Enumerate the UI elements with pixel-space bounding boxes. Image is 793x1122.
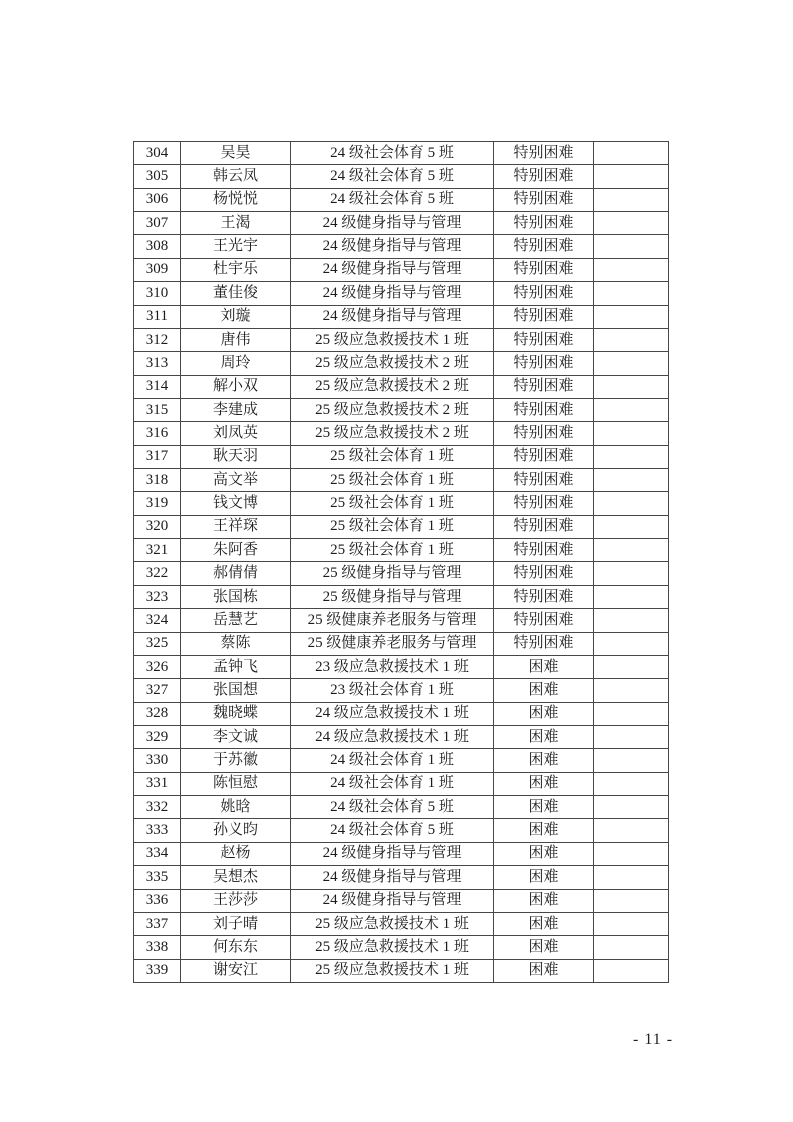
table-row bbox=[134, 912, 669, 935]
difficulty-level-cell: 困难 bbox=[494, 936, 594, 959]
class-name-cell: 23 级社会体育 1 班 bbox=[291, 679, 494, 702]
table-row bbox=[134, 422, 669, 445]
difficulty-level-cell: 困难 bbox=[494, 889, 594, 912]
row-number-cell: 319 bbox=[134, 492, 181, 515]
row-number-cell: 316 bbox=[134, 422, 181, 445]
student-name-cell: 董佳俊 bbox=[181, 282, 291, 305]
table-row bbox=[134, 352, 669, 375]
table-row bbox=[134, 165, 669, 188]
difficulty-level-cell: 特别困难 bbox=[494, 305, 594, 328]
difficulty-level-cell: 困难 bbox=[494, 772, 594, 795]
difficulty-level-cell: 特别困难 bbox=[494, 445, 594, 468]
remark-cell bbox=[594, 305, 669, 328]
table-row bbox=[134, 702, 669, 725]
row-number-cell: 327 bbox=[134, 679, 181, 702]
row-number-cell: 329 bbox=[134, 725, 181, 748]
difficulty-level-cell: 特别困难 bbox=[494, 282, 594, 305]
remark-cell bbox=[594, 469, 669, 492]
class-name-cell: 24 级社会体育 5 班 bbox=[291, 819, 494, 842]
table-row bbox=[134, 469, 669, 492]
difficulty-level-cell: 困难 bbox=[494, 749, 594, 772]
table-row bbox=[134, 959, 669, 982]
class-name-cell: 25 级健康养老服务与管理 bbox=[291, 632, 494, 655]
difficulty-level-cell: 特别困难 bbox=[494, 328, 594, 351]
difficulty-level-cell: 特别困难 bbox=[494, 539, 594, 562]
class-name-cell: 25 级应急救援技术 1 班 bbox=[291, 912, 494, 935]
difficulty-level-cell: 特别困难 bbox=[494, 235, 594, 258]
class-name-cell: 25 级应急救援技术 1 班 bbox=[291, 959, 494, 982]
class-name-cell: 25 级应急救援技术 1 班 bbox=[291, 328, 494, 351]
student-name-cell: 张国想 bbox=[181, 679, 291, 702]
difficulty-level-cell: 特别困难 bbox=[494, 609, 594, 632]
table-row bbox=[134, 258, 669, 281]
class-name-cell: 24 级社会体育 1 班 bbox=[291, 772, 494, 795]
class-name-cell: 24 级社会体育 5 班 bbox=[291, 142, 494, 165]
row-number-cell: 338 bbox=[134, 936, 181, 959]
row-number-cell: 328 bbox=[134, 702, 181, 725]
class-name-cell: 24 级社会体育 5 班 bbox=[291, 165, 494, 188]
table-row bbox=[134, 562, 669, 585]
row-number-cell: 315 bbox=[134, 398, 181, 421]
row-number-cell: 337 bbox=[134, 912, 181, 935]
class-name-cell: 25 级社会体育 1 班 bbox=[291, 445, 494, 468]
class-name-cell: 25 级应急救援技术 2 班 bbox=[291, 422, 494, 445]
remark-cell bbox=[594, 539, 669, 562]
table-row bbox=[134, 235, 669, 258]
difficulty-level-cell: 困难 bbox=[494, 796, 594, 819]
table-row bbox=[134, 142, 669, 165]
table-row bbox=[134, 188, 669, 211]
remark-cell bbox=[594, 445, 669, 468]
difficulty-level-cell: 特别困难 bbox=[494, 585, 594, 608]
table-row bbox=[134, 842, 669, 865]
student-name-cell: 孟钟飞 bbox=[181, 655, 291, 678]
class-name-cell: 23 级应急救援技术 1 班 bbox=[291, 655, 494, 678]
difficulty-level-cell: 困难 bbox=[494, 725, 594, 748]
student-name-cell: 蔡陈 bbox=[181, 632, 291, 655]
class-name-cell: 25 级社会体育 1 班 bbox=[291, 469, 494, 492]
class-name-cell: 24 级健身指导与管理 bbox=[291, 866, 494, 889]
table-row bbox=[134, 282, 669, 305]
table-row bbox=[134, 866, 669, 889]
row-number-cell: 321 bbox=[134, 539, 181, 562]
student-name-cell: 赵杨 bbox=[181, 842, 291, 865]
table-row bbox=[134, 212, 669, 235]
student-difficulty-table bbox=[133, 141, 669, 983]
table-row bbox=[134, 445, 669, 468]
row-number-cell: 323 bbox=[134, 585, 181, 608]
table-row bbox=[134, 492, 669, 515]
class-name-cell: 25 级社会体育 1 班 bbox=[291, 492, 494, 515]
student-name-cell: 钱文博 bbox=[181, 492, 291, 515]
student-name-cell: 韩云凤 bbox=[181, 165, 291, 188]
class-name-cell: 24 级健身指导与管理 bbox=[291, 305, 494, 328]
remark-cell bbox=[594, 702, 669, 725]
student-name-cell: 刘子晴 bbox=[181, 912, 291, 935]
table-row bbox=[134, 655, 669, 678]
class-name-cell: 24 级应急救援技术 1 班 bbox=[291, 725, 494, 748]
table-row bbox=[134, 539, 669, 562]
remark-cell bbox=[594, 655, 669, 678]
remark-cell bbox=[594, 632, 669, 655]
row-number-cell: 308 bbox=[134, 235, 181, 258]
table-row bbox=[134, 515, 669, 538]
remark-cell bbox=[594, 422, 669, 445]
remark-cell bbox=[594, 912, 669, 935]
class-name-cell: 24 级社会体育 1 班 bbox=[291, 749, 494, 772]
class-name-cell: 24 级健身指导与管理 bbox=[291, 258, 494, 281]
row-number-cell: 304 bbox=[134, 142, 181, 165]
student-name-cell: 唐伟 bbox=[181, 328, 291, 351]
difficulty-level-cell: 特别困难 bbox=[494, 469, 594, 492]
remark-cell bbox=[594, 866, 669, 889]
row-number-cell: 309 bbox=[134, 258, 181, 281]
class-name-cell: 25 级社会体育 1 班 bbox=[291, 515, 494, 538]
difficulty-level-cell: 特别困难 bbox=[494, 398, 594, 421]
remark-cell bbox=[594, 515, 669, 538]
table-row bbox=[134, 796, 669, 819]
table-row bbox=[134, 749, 669, 772]
class-name-cell: 24 级健身指导与管理 bbox=[291, 842, 494, 865]
row-number-cell: 310 bbox=[134, 282, 181, 305]
table-row bbox=[134, 585, 669, 608]
table-row bbox=[134, 819, 669, 842]
remark-cell bbox=[594, 282, 669, 305]
difficulty-level-cell: 特别困难 bbox=[494, 515, 594, 538]
student-name-cell: 朱阿香 bbox=[181, 539, 291, 562]
row-number-cell: 307 bbox=[134, 212, 181, 235]
class-name-cell: 24 级社会体育 5 班 bbox=[291, 796, 494, 819]
class-name-cell: 24 级健身指导与管理 bbox=[291, 235, 494, 258]
student-name-cell: 王莎莎 bbox=[181, 889, 291, 912]
difficulty-level-cell: 困难 bbox=[494, 842, 594, 865]
student-name-cell: 王渴 bbox=[181, 212, 291, 235]
student-name-cell: 姚晗 bbox=[181, 796, 291, 819]
row-number-cell: 311 bbox=[134, 305, 181, 328]
student-name-cell: 郝倩倩 bbox=[181, 562, 291, 585]
remark-cell bbox=[594, 679, 669, 702]
class-name-cell: 25 级应急救援技术 2 班 bbox=[291, 375, 494, 398]
student-name-cell: 杨悦悦 bbox=[181, 188, 291, 211]
difficulty-level-cell: 困难 bbox=[494, 959, 594, 982]
difficulty-level-cell: 困难 bbox=[494, 702, 594, 725]
class-name-cell: 24 级应急救援技术 1 班 bbox=[291, 702, 494, 725]
row-number-cell: 306 bbox=[134, 188, 181, 211]
row-number-cell: 335 bbox=[134, 866, 181, 889]
class-name-cell: 24 级健身指导与管理 bbox=[291, 282, 494, 305]
table-row bbox=[134, 632, 669, 655]
student-name-cell: 陈恒慰 bbox=[181, 772, 291, 795]
remark-cell bbox=[594, 772, 669, 795]
class-name-cell: 25 级应急救援技术 2 班 bbox=[291, 352, 494, 375]
difficulty-level-cell: 困难 bbox=[494, 912, 594, 935]
remark-cell bbox=[594, 562, 669, 585]
class-name-cell: 25 级健身指导与管理 bbox=[291, 585, 494, 608]
student-name-cell: 张国栋 bbox=[181, 585, 291, 608]
difficulty-level-cell: 特别困难 bbox=[494, 375, 594, 398]
row-number-cell: 326 bbox=[134, 655, 181, 678]
row-number-cell: 313 bbox=[134, 352, 181, 375]
row-number-cell: 339 bbox=[134, 959, 181, 982]
difficulty-level-cell: 困难 bbox=[494, 679, 594, 702]
row-number-cell: 305 bbox=[134, 165, 181, 188]
difficulty-level-cell: 特别困难 bbox=[494, 212, 594, 235]
difficulty-level-cell: 特别困难 bbox=[494, 562, 594, 585]
row-number-cell: 320 bbox=[134, 515, 181, 538]
remark-cell bbox=[594, 492, 669, 515]
row-number-cell: 317 bbox=[134, 445, 181, 468]
difficulty-level-cell: 特别困难 bbox=[494, 492, 594, 515]
difficulty-level-cell: 困难 bbox=[494, 866, 594, 889]
row-number-cell: 334 bbox=[134, 842, 181, 865]
remark-cell bbox=[594, 398, 669, 421]
table-row bbox=[134, 398, 669, 421]
student-name-cell: 周玲 bbox=[181, 352, 291, 375]
difficulty-level-cell: 困难 bbox=[494, 819, 594, 842]
row-number-cell: 318 bbox=[134, 469, 181, 492]
remark-cell bbox=[594, 212, 669, 235]
difficulty-level-cell: 特别困难 bbox=[494, 142, 594, 165]
table-row bbox=[134, 609, 669, 632]
difficulty-level-cell: 困难 bbox=[494, 655, 594, 678]
remark-cell bbox=[594, 328, 669, 351]
student-name-cell: 魏晓蝶 bbox=[181, 702, 291, 725]
class-name-cell: 25 级社会体育 1 班 bbox=[291, 539, 494, 562]
table-row bbox=[134, 936, 669, 959]
student-name-cell: 李建成 bbox=[181, 398, 291, 421]
student-name-cell: 岳慧艺 bbox=[181, 609, 291, 632]
row-number-cell: 324 bbox=[134, 609, 181, 632]
difficulty-level-cell: 特别困难 bbox=[494, 258, 594, 281]
table-row bbox=[134, 772, 669, 795]
class-name-cell: 25 级应急救援技术 1 班 bbox=[291, 936, 494, 959]
page-number: - 11 - bbox=[633, 1031, 674, 1048]
table-row bbox=[134, 889, 669, 912]
row-number-cell: 312 bbox=[134, 328, 181, 351]
student-name-cell: 刘凤英 bbox=[181, 422, 291, 445]
table-row bbox=[134, 375, 669, 398]
difficulty-level-cell: 特别困难 bbox=[494, 422, 594, 445]
row-number-cell: 330 bbox=[134, 749, 181, 772]
remark-cell bbox=[594, 796, 669, 819]
student-name-cell: 何东东 bbox=[181, 936, 291, 959]
class-name-cell: 25 级健康养老服务与管理 bbox=[291, 609, 494, 632]
row-number-cell: 314 bbox=[134, 375, 181, 398]
table-row bbox=[134, 679, 669, 702]
remark-cell bbox=[594, 819, 669, 842]
student-name-cell: 李文诚 bbox=[181, 725, 291, 748]
remark-cell bbox=[594, 352, 669, 375]
class-name-cell: 24 级社会体育 5 班 bbox=[291, 188, 494, 211]
difficulty-level-cell: 特别困难 bbox=[494, 165, 594, 188]
student-name-cell: 吴昊 bbox=[181, 142, 291, 165]
student-name-cell: 解小双 bbox=[181, 375, 291, 398]
class-name-cell: 25 级健身指导与管理 bbox=[291, 562, 494, 585]
table-row bbox=[134, 305, 669, 328]
student-name-cell: 耿天羽 bbox=[181, 445, 291, 468]
difficulty-level-cell: 特别困难 bbox=[494, 632, 594, 655]
student-name-cell: 刘璇 bbox=[181, 305, 291, 328]
table-row bbox=[134, 328, 669, 351]
student-name-cell: 吴想杰 bbox=[181, 866, 291, 889]
student-table-body bbox=[134, 142, 669, 983]
row-number-cell: 332 bbox=[134, 796, 181, 819]
remark-cell bbox=[594, 725, 669, 748]
row-number-cell: 336 bbox=[134, 889, 181, 912]
remark-cell bbox=[594, 749, 669, 772]
remark-cell bbox=[594, 188, 669, 211]
row-number-cell: 333 bbox=[134, 819, 181, 842]
remark-cell bbox=[594, 889, 669, 912]
remark-cell bbox=[594, 609, 669, 632]
student-name-cell: 杜宇乐 bbox=[181, 258, 291, 281]
class-name-cell: 25 级应急救援技术 2 班 bbox=[291, 398, 494, 421]
remark-cell bbox=[594, 959, 669, 982]
student-name-cell: 孙义昀 bbox=[181, 819, 291, 842]
row-number-cell: 331 bbox=[134, 772, 181, 795]
class-name-cell: 24 级健身指导与管理 bbox=[291, 212, 494, 235]
class-name-cell: 24 级健身指导与管理 bbox=[291, 889, 494, 912]
row-number-cell: 325 bbox=[134, 632, 181, 655]
student-name-cell: 于苏徽 bbox=[181, 749, 291, 772]
difficulty-level-cell: 特别困难 bbox=[494, 188, 594, 211]
table-row bbox=[134, 725, 669, 748]
student-name-cell: 谢安江 bbox=[181, 959, 291, 982]
remark-cell bbox=[594, 142, 669, 165]
remark-cell bbox=[594, 585, 669, 608]
remark-cell bbox=[594, 936, 669, 959]
student-name-cell: 王祥琛 bbox=[181, 515, 291, 538]
remark-cell bbox=[594, 258, 669, 281]
remark-cell bbox=[594, 165, 669, 188]
student-name-cell: 高文举 bbox=[181, 469, 291, 492]
remark-cell bbox=[594, 842, 669, 865]
remark-cell bbox=[594, 235, 669, 258]
remark-cell bbox=[594, 375, 669, 398]
difficulty-level-cell: 特别困难 bbox=[494, 352, 594, 375]
student-name-cell: 王光宇 bbox=[181, 235, 291, 258]
row-number-cell: 322 bbox=[134, 562, 181, 585]
